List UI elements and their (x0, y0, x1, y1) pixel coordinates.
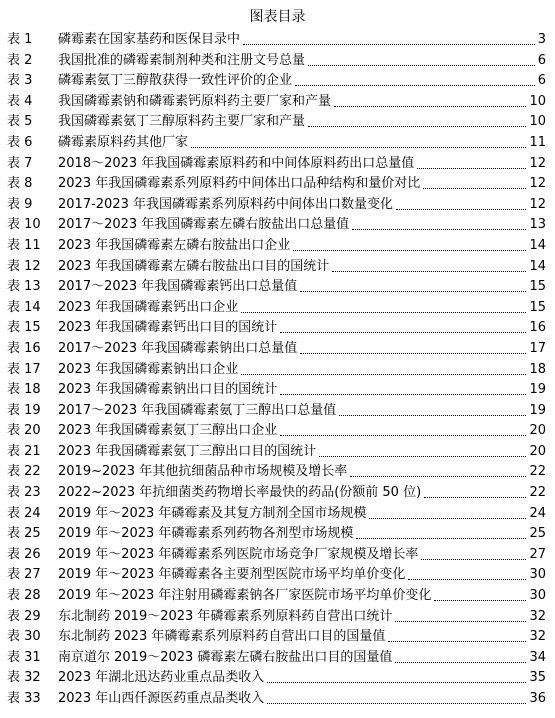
toc-entry-leader (293, 250, 526, 251)
toc-entry-page[interactable]: 22 (529, 485, 546, 501)
toc-entry-leader (339, 415, 526, 416)
toc-entry-leader (417, 168, 526, 169)
toc-entry-leader (241, 374, 526, 375)
toc-entry-leader (308, 126, 526, 127)
toc-entry-title[interactable]: 我国磷霉素氨丁三醇原料药主要厂家和产量 (58, 114, 306, 130)
toc-entry-label: 表 9 (7, 196, 33, 212)
toc-entry-leader (424, 497, 526, 498)
toc-entry-page[interactable]: 35 (529, 670, 546, 686)
toc-entry-leader (295, 85, 535, 86)
toc-entry-title[interactable]: 2023 年我国磷霉素钠出口企业 (58, 361, 239, 377)
toc-entry-label: 表 6 (7, 134, 33, 150)
toc-entry-leader (308, 65, 535, 66)
toc-entry-label: 表 29 (7, 608, 41, 624)
toc-entry-title[interactable]: 2023 年我国磷霉素氨丁三醇出口企业 (58, 423, 278, 439)
toc-entry-title[interactable]: 2023 年湖北迅达药业重点品类收入 (58, 670, 265, 686)
toc-entry-page[interactable]: 15 (529, 279, 546, 295)
toc-entry[interactable] (0, 298, 555, 319)
toc-entry-leader (334, 106, 526, 107)
toc-entry-label: 表 27 (7, 567, 41, 583)
toc-entry-page[interactable]: 13 (529, 217, 546, 233)
toc-entry-page[interactable]: 14 (529, 237, 546, 253)
toc-entry-page[interactable]: 10 (529, 114, 546, 130)
toc-entry-page[interactable]: 3 (537, 32, 546, 47)
toc-entry-label: 表 21 (7, 443, 41, 459)
toc-entry-label: 表 15 (7, 320, 41, 336)
toc-entry-page[interactable]: 22 (529, 464, 546, 480)
toc-entry-label: 表 26 (7, 546, 41, 562)
toc-entry-label: 表 20 (7, 423, 41, 439)
toc-entry-label: 表 32 (7, 670, 41, 686)
toc-entry-page[interactable]: 34 (529, 649, 546, 665)
toc-entry-page[interactable]: 18 (529, 361, 546, 377)
toc-entry-page[interactable]: 30 (529, 567, 546, 583)
toc-entry-leader (421, 559, 526, 560)
toc-entry-page[interactable]: 10 (529, 93, 546, 109)
toc-entry-page[interactable]: 19 (529, 382, 546, 398)
toc-entry-page[interactable]: 6 (537, 52, 546, 68)
toc-entry-leader (350, 476, 526, 477)
toc-entry-leader (241, 312, 526, 313)
toc-entry-title[interactable]: 2017-2023 年我国磷霉素系列原料药中间体出口数量变化 (58, 196, 393, 212)
toc-entry-title[interactable]: 磷霉素原料药其他厂家 (58, 134, 189, 150)
toc-entry[interactable] (0, 339, 555, 360)
toc-entry-title[interactable]: 2023 年我国磷霉素氨丁三醇出口目的国统计 (58, 443, 317, 459)
toc-entry-title[interactable]: 2019 年～2023 年磷霉素各主要剂型医院市场平均单价变化 (58, 567, 406, 583)
toc-entry[interactable] (0, 92, 555, 113)
toc-entry-page[interactable]: 30 (529, 588, 546, 604)
toc-entry-label: 表 2 (7, 52, 33, 68)
toc-entry-label: 表 10 (7, 217, 41, 233)
toc-entry[interactable] (0, 380, 555, 401)
toc-entry-label: 表 23 (7, 485, 41, 501)
toc-entry-page[interactable]: 17 (529, 340, 546, 356)
toc-entry[interactable] (0, 524, 555, 545)
toc-entry-leader (280, 332, 526, 333)
toc-entry-title[interactable]: 2019 年～2023 年注射用磷霉素钠各厂家医院市场平均单价变化 (58, 588, 432, 604)
toc-entry-title[interactable]: 2019 年～2023 年磷霉素系列医院市场竞争厂家规模及增长率 (58, 546, 419, 562)
toc-entry-label: 表 4 (7, 93, 33, 109)
toc-entry-title[interactable]: 2023 年我国磷霉素钙出口目的国统计 (58, 320, 278, 336)
toc-entry[interactable] (0, 236, 555, 257)
toc-entry-label: 表 31 (7, 649, 41, 665)
toc-entry-page[interactable]: 36 (529, 691, 546, 706)
toc-entry[interactable] (0, 174, 555, 195)
toc-entry-page[interactable]: 6 (537, 73, 546, 89)
toc-entry-label: 表 18 (7, 382, 41, 398)
toc-entry-title[interactable]: 磷霉素在国家基药和医保目录中 (58, 32, 241, 47)
toc-list (0, 30, 555, 710)
toc-title: 图表目录 (249, 9, 306, 25)
toc-entry[interactable] (0, 215, 555, 236)
toc-entry-title[interactable]: 2017～2023 年我国磷霉素左磷右胺盐出口总量值 (58, 217, 350, 233)
toc-entry-page[interactable]: 24 (529, 505, 546, 521)
toc-entry-label: 表 12 (7, 258, 41, 274)
toc-entry-leader (300, 291, 526, 292)
toc-entry-label: 表 25 (7, 526, 41, 542)
toc-entry-label: 表 1 (7, 32, 33, 47)
toc-entry[interactable] (0, 195, 555, 216)
toc-entry-title[interactable]: 我国磷霉素钠和磷霉素钙原料药主要厂家和产量 (58, 93, 332, 109)
toc-entry-title[interactable]: 2023 年我国磷霉素左磷右胺盐出口目的国统计 (58, 258, 330, 274)
toc-entry-title[interactable]: 磷霉素氨丁三醇散获得一致性评价的企业 (58, 73, 293, 89)
toc-entry-page[interactable]: 12 (529, 176, 546, 192)
toc-entry-leader (434, 600, 526, 601)
toc-entry-leader (332, 271, 526, 272)
toc-entry[interactable] (0, 565, 555, 586)
toc-entry[interactable] (0, 133, 555, 154)
toc-entry-label: 表 33 (7, 691, 41, 706)
toc-entry[interactable] (0, 462, 555, 483)
toc-entry-title[interactable]: 我国批准的磷霉素制剂种类和注册文号总量 (58, 52, 306, 68)
toc-entry-leader (319, 456, 526, 457)
toc-entry-leader (352, 229, 526, 230)
toc-entry-label: 表 8 (7, 176, 33, 192)
toc-entry-label: 表 24 (7, 505, 41, 521)
toc-entry-page[interactable]: 25 (529, 526, 546, 542)
toc-entry-leader (280, 394, 526, 395)
toc-entry-page[interactable]: 32 (529, 629, 546, 645)
toc-entry-leader (191, 147, 526, 148)
toc-entry[interactable] (0, 51, 555, 72)
toc-entry-label: 表 17 (7, 361, 41, 377)
toc-entry-title[interactable]: 2023 年山西仟源医药重点品类收入 (58, 691, 265, 706)
toc-entry-page[interactable]: 27 (529, 546, 546, 562)
toc-entry-leader (395, 662, 526, 663)
toc-entry[interactable] (0, 483, 555, 504)
toc-entry-title[interactable]: 2023 年我国磷霉素左磷右胺盐出口企业 (58, 237, 291, 253)
toc-entry[interactable] (0, 627, 555, 648)
toc-entry[interactable] (0, 545, 555, 566)
toc-entry-label: 表 14 (7, 299, 41, 315)
toc-entry-label: 表 11 (7, 237, 41, 253)
toc-entry-title[interactable]: 东北制药 2023 年磷霉素系列原料药自营出口目的国量值 (58, 629, 386, 645)
toc-entry-page[interactable]: 15 (529, 299, 546, 315)
toc-entry-page[interactable]: 12 (529, 196, 546, 212)
toc-entry[interactable] (0, 30, 555, 51)
toc-entry-title[interactable]: 2023 年我国磷霉素系列原料药中间体出口品种结构和量价对比 (58, 176, 421, 192)
toc-entry[interactable] (0, 421, 555, 442)
toc-entry-label: 表 3 (7, 73, 33, 89)
toc-entry-leader (388, 641, 526, 642)
toc-entry-leader (267, 682, 526, 683)
toc-entry[interactable] (0, 277, 555, 298)
toc-entry-title[interactable]: 2023 年我国磷霉素钠出口目的国统计 (58, 382, 278, 398)
toc-entry[interactable] (0, 442, 555, 463)
toc-entry-title[interactable]: 2019 年～2023 年磷霉素系列药物各剂型市场规模 (58, 526, 354, 542)
toc-entry-title[interactable]: 2019~2023 年其他抗细菌品种市场规模及增长率 (58, 464, 348, 480)
toc-entry-label: 表 30 (7, 629, 41, 645)
toc-entry-title[interactable]: 2019 年～2023 年磷霉素及其复方制剂全国市场规模 (58, 505, 367, 521)
toc-entry[interactable] (0, 154, 555, 175)
toc-entry-page[interactable]: 12 (529, 155, 546, 171)
toc-entry[interactable] (0, 668, 555, 689)
toc-entry-title[interactable]: 2017～2023 年我国磷霉素钠出口总量值 (58, 340, 298, 356)
toc-entry-leader (395, 621, 526, 622)
toc-entry-page[interactable]: 32 (529, 608, 546, 624)
toc-entry-page[interactable]: 16 (529, 320, 546, 336)
toc-entry-leader (300, 353, 526, 354)
toc-entry-label: 表 22 (7, 464, 41, 480)
toc-entry[interactable] (0, 401, 555, 422)
toc-entry-page[interactable]: 11 (529, 134, 546, 150)
toc-entry-title[interactable]: 2018～2023 年我国磷霉素原料药和中间体原料药出口总量值 (58, 155, 415, 171)
toc-entry-title[interactable]: 2023 年我国磷霉素钙出口企业 (58, 299, 239, 315)
toc-entry-leader (280, 435, 526, 436)
toc-entry-title[interactable]: 2017～2023 年我国磷霉素钙出口总量值 (58, 279, 298, 295)
toc-entry-label: 表 19 (7, 402, 41, 418)
toc-entry-leader (356, 538, 526, 539)
toc-entry[interactable] (0, 360, 555, 381)
toc-entry-label: 表 5 (7, 114, 33, 130)
toc-entry-leader (267, 703, 526, 704)
toc-entry-title[interactable]: 2022~2023 年抗细菌类药物增长率最快的药品(份额前 50 位) (58, 485, 422, 501)
toc-entry-label: 表 7 (7, 155, 33, 171)
toc-entry[interactable] (0, 648, 555, 669)
toc-entry-title[interactable]: 南京道尔 2019～2023 磷霉素左磷右胺盐出口目的国量值 (58, 649, 393, 665)
toc-entry-title[interactable]: 东北制药 2019～2023 年磷霉素系列原料药自营出口统计 (58, 608, 393, 624)
toc-entry[interactable] (0, 318, 555, 339)
toc-entry-label: 表 28 (7, 588, 41, 604)
toc-entry-leader (423, 188, 526, 189)
toc-entry-leader (396, 209, 526, 210)
toc-entry[interactable] (0, 586, 555, 607)
toc-entry-page[interactable]: 14 (529, 258, 546, 274)
toc-entry-page[interactable]: 20 (529, 443, 546, 459)
toc-entry[interactable] (0, 607, 555, 628)
toc-entry[interactable] (0, 257, 555, 278)
toc-entry-leader (369, 518, 526, 519)
toc-entry[interactable] (0, 504, 555, 525)
toc-entry-leader (408, 579, 526, 580)
toc-entry-label: 表 13 (7, 279, 41, 295)
toc-entry[interactable] (0, 71, 555, 92)
toc-entry-page[interactable]: 20 (529, 423, 546, 439)
toc-entry[interactable] (0, 112, 555, 133)
toc-entry-leader (243, 44, 535, 45)
toc-entry[interactable] (0, 689, 555, 710)
toc-entry-page[interactable]: 19 (529, 402, 546, 418)
toc-entry-label: 表 16 (7, 340, 41, 356)
toc-entry-title[interactable]: 2017～2023 年我国磷霉素氨丁三醇出口总量值 (58, 402, 337, 418)
